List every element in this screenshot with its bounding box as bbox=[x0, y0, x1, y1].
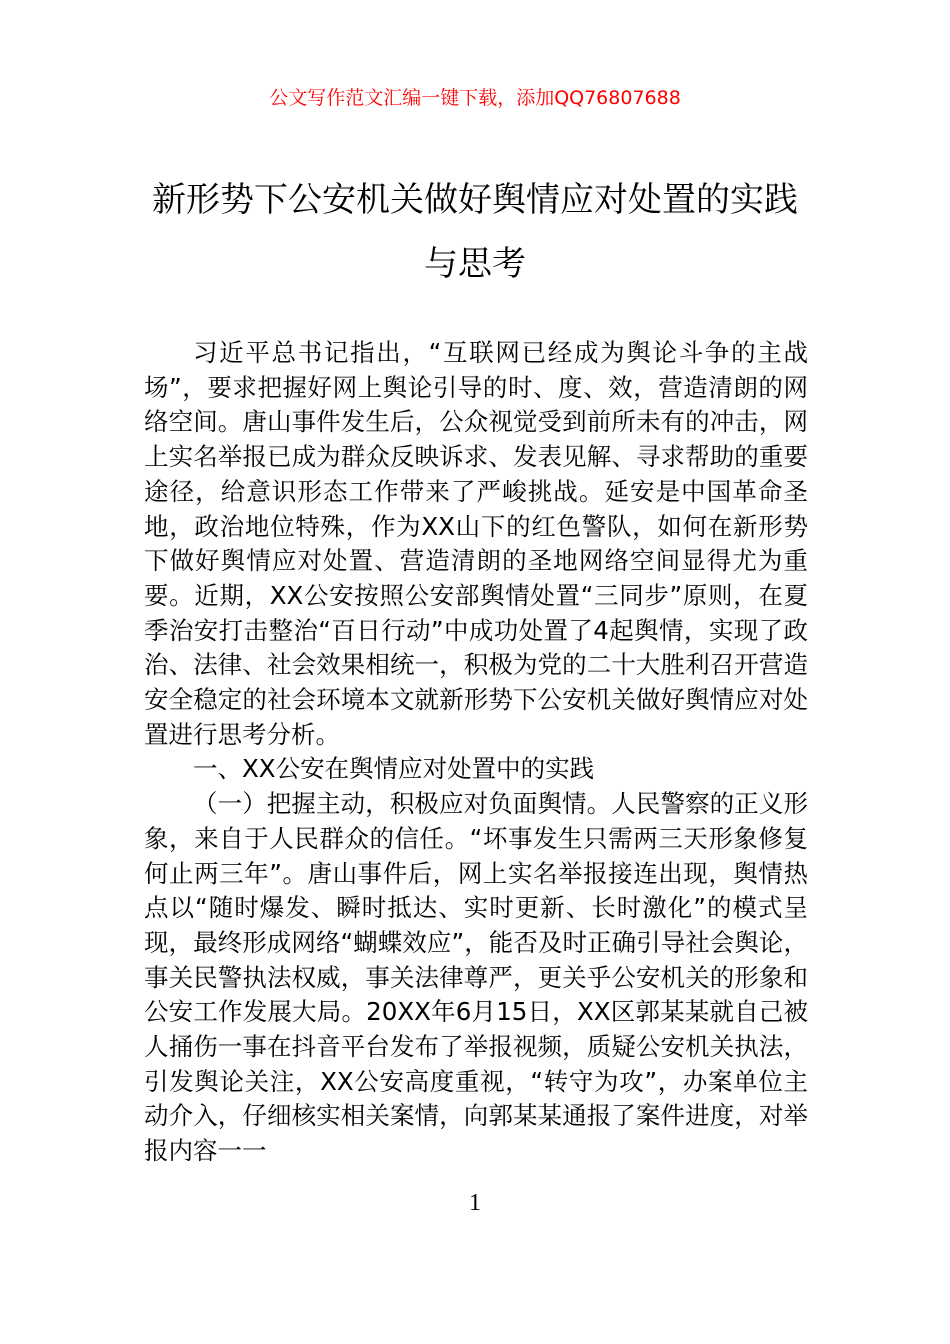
section-heading: 一、XX公安在舆情应对处置中的实践 bbox=[193, 754, 595, 784]
body-paragraph: （一）把握主动，积极应对负面舆情。人民警察的正义形象，来自于人民群众的信任。“坏事发生只需两三天形象修复何止两三年”。唐山事件后，网上实名举报接连出现，舆情热点以“随时爆发、瞬时抵达、实时更新、长时激化”的模式呈现，最终形成网络“蝴蝶效应”，能否及时正确引导社会舆论，事关民警执法权威，事关法律尊严，更关乎公安机关的形象和公安工作发展大局。20XX年6月15日，XX区郭某某就自己被人捅伤一事在抖音平台发布了举报视频，质疑公安机关执法，引发舆论关注，XX公安高度重视，“转守为攻”，办案单位主动介入，仔细核实相关案情，向郭某某通报了案件进度，对举报内容一一 bbox=[144, 789, 808, 1166]
document-body bbox=[144, 336, 808, 1169]
header-download-note: 公文写作范文汇编一键下载，添加QQ76807688 bbox=[269, 87, 681, 109]
intro-paragraph: 习近平总书记指出，“互联网已经成为舆论斗争的主战场”，要求把握好网上舆论引导的时、度、效，营造清朗的网络空间。唐山事件发生后，公众视觉受到前所未有的冲击，网上实名举报已成为群众反映诉求、发表见解、寻求帮助的重要途径，给意识形态工作带来了严峻挑战。延安是中国革命圣地，政治地位特殊，作为XX山下的红色警队，如何在新形势下做好舆情应对处置、营造清朗的圣地网络空间显得尤为重要。近期，XX公安按照公安部舆情处置“三同步”原则，在夏季治安打击整治“百日行动”中成功处置了4起舆情，实现了政治、法律、社会效果相统一，积极为党的二十大胜利召开营造安全稳定的社会环境本文就新形势下公安机关做好舆情应对处置进行思考分析。 bbox=[144, 338, 808, 749]
page-number: 1 bbox=[469, 1190, 481, 1216]
document-title: 新形势下公安机关做好舆情应对处置的实践与思考 bbox=[152, 180, 798, 284]
